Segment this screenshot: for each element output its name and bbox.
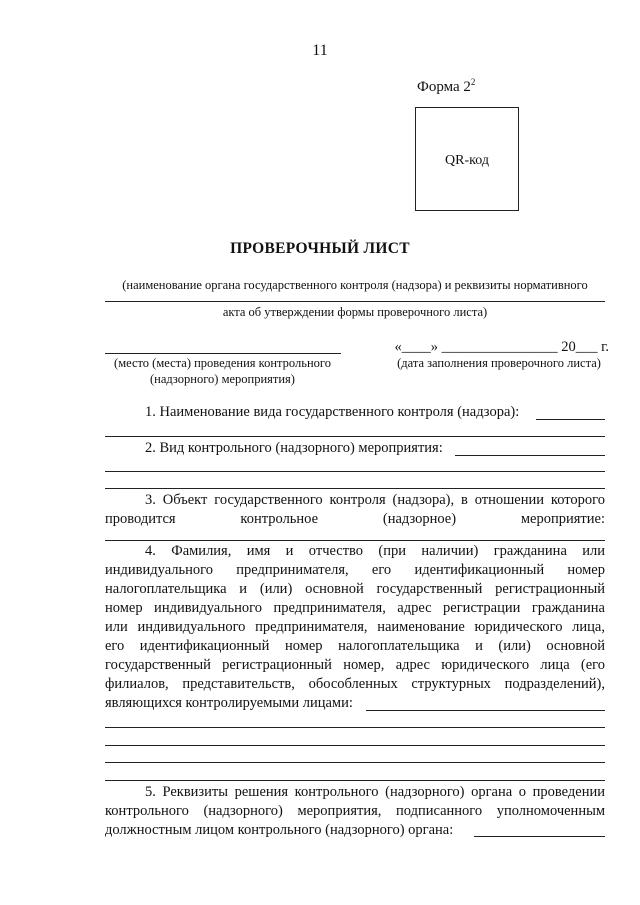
- item4-last-line: являющихся контролируемыми лицами:: [105, 695, 353, 711]
- item4-line: налогоплательщика и (или) основной государственный регистрационный: [105, 581, 605, 597]
- item1-text: 1. Наименование вида государственного контроля (надзора):: [145, 404, 520, 420]
- place-field-line[interactable]: [105, 353, 341, 354]
- item4-line: номер индивидуального предпринимателя, адрес регистрации гражданина: [105, 600, 605, 616]
- item4-paragraph: [105, 542, 605, 694]
- item4-field-line-1[interactable]: [105, 727, 605, 728]
- item4-line: филиалов, представительств, обособленных структурных подразделений),: [105, 676, 605, 692]
- item3-line1: 3. Объект государственного контроля (надзора), в отношении которого: [145, 492, 605, 508]
- form-label-text: Форма 2: [417, 79, 471, 95]
- item4-line: его идентификационный номер налогоплательщика и (или) основной: [105, 638, 605, 654]
- item2-inline-blank[interactable]: [455, 455, 605, 456]
- item2-text: 2. Вид контрольного (надзорного) мероприятия:: [145, 440, 443, 456]
- item4-field-line-4[interactable]: [105, 780, 605, 781]
- document-title: ПРОВЕРОЧНЫЙ ЛИСТ: [230, 240, 410, 257]
- item4-line: индивидуального предпринимателя, его идентификационный номер: [105, 562, 605, 578]
- place-caption-line2: (надзорного) мероприятия): [150, 372, 295, 386]
- item4-line: или индивидуального предпринимателя, наименование юридического лица,: [105, 619, 605, 635]
- item5-line3: должностным лицом контрольного (надзорного) органа:: [105, 822, 454, 838]
- item4-field-line-3[interactable]: [105, 762, 605, 763]
- item2-field-line-1[interactable]: [105, 471, 605, 472]
- date-field[interactable]: «____» ________________ 20___ г.: [394, 339, 609, 355]
- header-note-line2: акта об утверждении формы проверочного листа): [222, 305, 488, 319]
- item5-line1: 5. Реквизиты решения контрольного (надзорного) органа о проведении: [145, 784, 605, 800]
- form-footnote-mark: 2: [470, 77, 476, 87]
- item4-field-line-2[interactable]: [105, 745, 605, 746]
- item1-inline-blank[interactable]: [536, 419, 605, 420]
- form-label: [417, 77, 475, 96]
- page-number: 11: [312, 42, 328, 59]
- item4-inline-blank[interactable]: [366, 710, 605, 711]
- header-note-line1: (наименование органа государственного контроля (надзора) и реквизиты нормативного: [122, 278, 588, 292]
- date-caption: (дата заполнения проверочного листа): [397, 356, 601, 370]
- item3-field-line[interactable]: [105, 540, 605, 541]
- place-caption-line1: (место (места) проведения контрольного: [114, 356, 331, 370]
- authority-field-line[interactable]: [105, 301, 605, 302]
- item5-line2: контрольного (надзорного) мероприятия, подписанного уполномоченным: [105, 803, 605, 819]
- item3-line2: проводится контрольное (надзорное) мероприятие:: [105, 511, 605, 527]
- item1-field-line[interactable]: [105, 436, 605, 437]
- item5-inline-blank[interactable]: [474, 836, 605, 837]
- item2-field-line-2[interactable]: [105, 488, 605, 489]
- item4-line: государственный регистрационный номер, адрес юридического лица (его: [105, 657, 605, 673]
- qr-code-label: QR-код: [445, 153, 489, 168]
- item4-line: 4. Фамилия, имя и отчество (при наличии) гражданина или: [145, 543, 605, 559]
